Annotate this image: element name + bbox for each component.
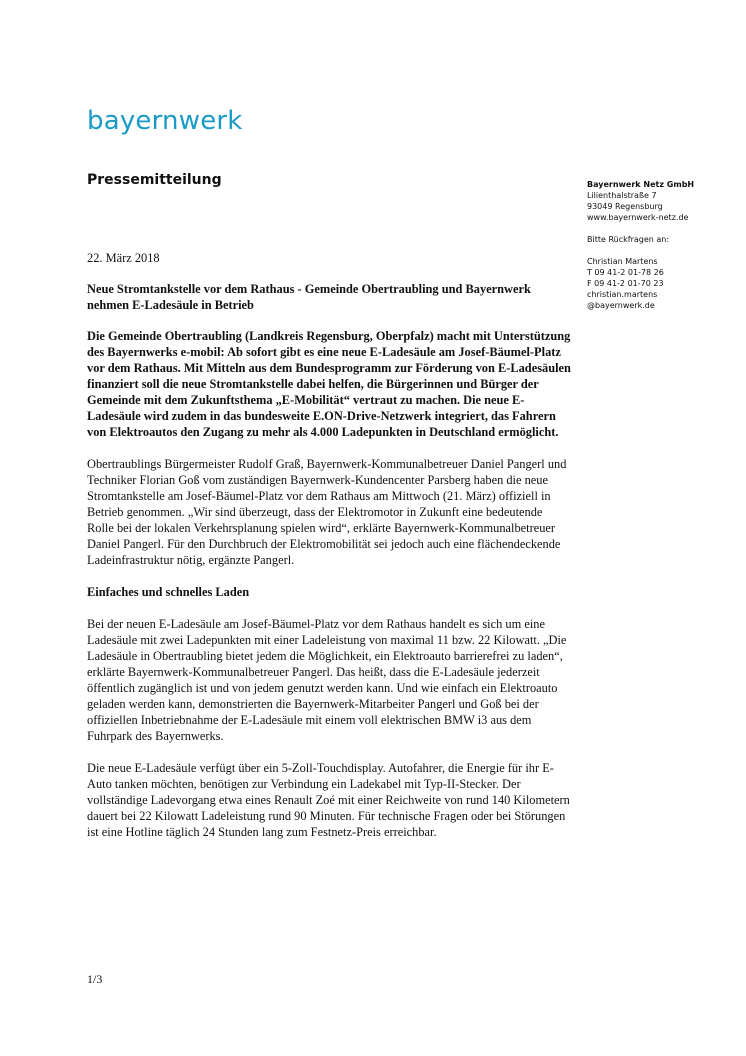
company-name: Bayernwerk Netz GmbH bbox=[587, 180, 695, 189]
contact-fax: F 09 41-2 01-70 23 bbox=[587, 279, 664, 288]
contact-sidebar bbox=[587, 179, 727, 311]
contact-email-line2[interactable]: @bayernwerk.de bbox=[587, 301, 655, 310]
page-number: 1/3 bbox=[87, 972, 103, 986]
article-date: 22. März 2018 bbox=[87, 251, 160, 265]
article-paragraph: Die neue E-Ladesäule verfügt über ein 5-Zoll-Touchdisplay. Autofahrer, die Energie für ihr E-Auto tanken möchten, benötigen zur Verbindung ein Ladekabel mit Typ-II-Stecker. Der vollständige Ladevorgang etwa eines Renault Zoé mit einer Reichweite von rund 140 Kilometern dauert bei 22 Kilowatt Ladeleistung rund 90 Minuten. Für technische Fragen oder bei Störungen ist eine Hotline täglich 24 Stunden lang zum Festnetz-Preis erreichbar. bbox=[87, 761, 570, 839]
article-body bbox=[87, 250, 572, 856]
inquiries-label: Bitte Rückfragen an: bbox=[587, 235, 670, 244]
city-address: 93049 Regensburg bbox=[587, 202, 663, 211]
article-paragraph: Bei der neuen E-Ladesäule am Josef-Bäumel-Platz vor dem Rathaus handelt es sich um eine Ladesäule mit zwei Ladepunkten mit einer Ladeleistung von maximal 11 bzw. 22 Kilowatt. „Die Ladesäule in Obertraubling bietet jedem die Möglichkeit, ein Elektroauto barrierefrei zu laden“, erklärte Bayernwerk-Kommunalbetreuer Pangerl. Das heißt, dass die E-Ladesäule jederzeit öffentlich zugänglich ist und von jedem genutzt werden kann. Und wie einfach ein Elektroauto geladen werden kann, demonstrierten die Bayernwerk-Mitarbeiter Pangerl und Goß bei der offiziellen Inbetriebnahme der E-Ladesäule mit einem voll elektrischen BMW i3 aus dem Fuhrpark des Bayernwerks. bbox=[87, 617, 567, 743]
bayernwerk-logo: bayernwerk bbox=[87, 106, 243, 136]
document-type-label: Pressemitteilung bbox=[87, 172, 222, 188]
article-lead: Die Gemeinde Obertraubling (Landkreis Regensburg, Oberpfalz) macht mit Unterstützung des Bayernwerks e-mobil: Ab sofort gibt es eine neue E-Ladesäule am Josef-Bäumel-Platz vor dem Rathaus. Mit Mitteln aus dem Bundesprogramm zur Förderung von E-Ladesäulen finanziert soll die neue Stromtankstelle dabei helfen, die Bürgerinnen und Bürger der Gemeinde mit dem Zukunftsthema „E-Mobilität“ vertraut zu machen. Die neue E-Ladesäule wird zudem in das bundesweite E.ON-Drive-Netzwerk integriert, das Fahrern von Elektroautos den Zugang zu mehr als 4.000 Ladepunkten in Deutschland ermöglicht. bbox=[87, 329, 571, 439]
spacer bbox=[587, 245, 727, 256]
spacer bbox=[587, 223, 727, 234]
contact-phone: T 09 41-2 01-78 26 bbox=[587, 268, 664, 277]
website-link[interactable]: www.bayernwerk-netz.de bbox=[587, 213, 689, 222]
article-headline: Neue Stromtankstelle vor dem Rathaus - Gemeinde Obertraubling und Bayernwerk nehmen E-Ladesäule in Betrieb bbox=[87, 282, 531, 312]
article-paragraph: Obertraublings Bürgermeister Rudolf Graß, Bayernwerk-Kommunalbetreuer Daniel Pangerl und Techniker Florian Goß vom zuständigen Bayernwerk-Kundencenter Parsberg haben die neue Stromtankstelle am Josef-Bäumel-Platz vor dem Rathaus am Mittwoch (21. März) offiziell in Betrieb genommen. „Wir sind überzeugt, dass der Elektromotor in Zukunft eine bedeutende Rolle bei der lokalen Verkehrsplanung spielen wird“, erklärte Bayernwerk-Kommunalbetreuer Daniel Pangerl. Für den Durchbruch der Elektromobilität sei jedoch auch eine flächendeckende Ladeinfrastruktur nötig, ergänzte Pangerl. bbox=[87, 457, 567, 567]
article-subheading: Einfaches und schnelles Laden bbox=[87, 585, 250, 599]
contact-email-line1[interactable]: christian.martens bbox=[587, 290, 658, 299]
street-address: Lilienthalstraße 7 bbox=[587, 191, 657, 200]
contact-name: Christian Martens bbox=[587, 257, 658, 266]
